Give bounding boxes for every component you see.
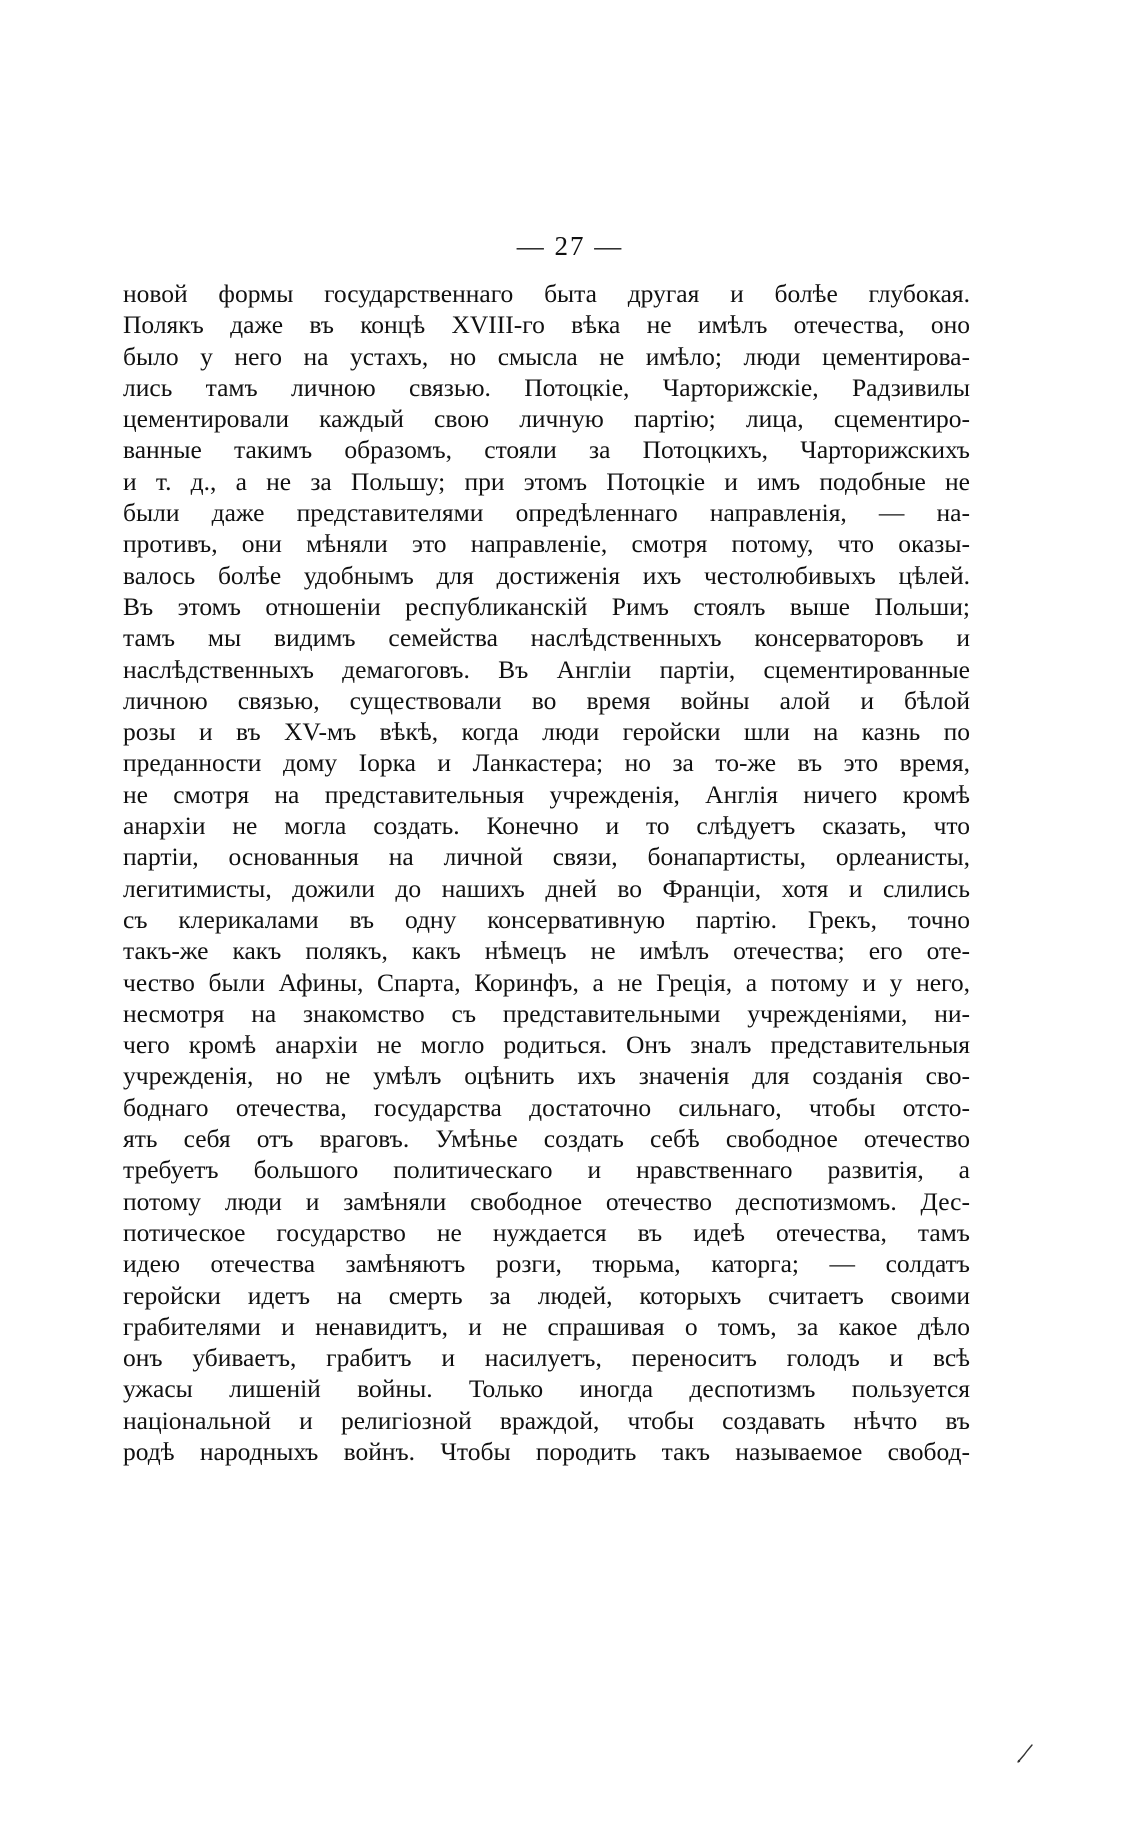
text-line: партіи, основанныя на личной связи, бонапартисты, орлеанисты, [123, 842, 970, 872]
text-line: ванные такимъ образомъ, стояли за Потоцкихъ, Чарторижскихъ [123, 435, 970, 465]
text-line: такъ-же какъ полякъ, какъ нѣмецъ не имѣлъ отечества; его оте- [123, 936, 970, 966]
text-line: ужасы лишеній войны. Только иногда деспотизмъ пользуется [123, 1374, 970, 1404]
text-line: и т. д., а не за Польшу; при этомъ Потоцкіе и имъ подобные не [123, 466, 970, 496]
text-line: новой формы государственнаго быта другая и болѣе глубокая. [123, 279, 970, 308]
ink-mark [1016, 1742, 1034, 1764]
text-line: наслѣдственныхъ демагоговъ. Въ Англіи партіи, сцементированные [123, 654, 970, 684]
text-line: идею отечества замѣняютъ розги, тюрьма, каторга; — солдатъ [123, 1249, 970, 1279]
text-line: боднаго отечества, государства достаточно сильнаго, чтобы отсто- [123, 1092, 970, 1122]
text-line: преданности дому Іорка и Ланкастера; но за то-же въ это время, [123, 748, 970, 778]
text-line: личною связью, существовали во время войны алой и бѣлой [123, 685, 970, 715]
body-text [123, 278, 970, 1467]
text-line: потическое государство не нуждается въ идеѣ отечества, тамъ [123, 1217, 970, 1247]
text-line: учрежденія, но не умѣлъ оцѣнить ихъ значенія для созданія сво- [123, 1061, 970, 1091]
text-line: потому люди и замѣняли свободное отечество деспотизмомъ. Дес- [123, 1186, 970, 1216]
text-line: геройски идетъ на смерть за людей, которыхъ считаетъ своими [123, 1280, 970, 1310]
text-line: требуетъ большого политическаго и нравственнаго развитія, а [123, 1155, 970, 1185]
text-line: цементировали каждый свою личную партію; лица, сцементиро- [123, 404, 970, 434]
text-line: легитимисты, дожили до нашихъ дней во Франціи, хотя и слились [123, 873, 970, 903]
text-line: не смотря на представительныя учрежденія, Англія ничего кромѣ [123, 779, 970, 809]
text-line: были даже представителями опредѣленнаго направленія, — на- [123, 498, 970, 528]
text-line: Полякъ даже въ концѣ XVIII-го вѣка не имѣлъ отечества, оно [123, 310, 970, 340]
text-line: несмотря на знакомство съ представительными учрежденіями, ни- [123, 998, 970, 1028]
text-line: грабителями и ненавидитъ, и не спрашивая о томъ, за какое дѣло [123, 1311, 970, 1341]
text-line: тамъ мы видимъ семейства наслѣдственныхъ консерваторовъ и [123, 623, 970, 653]
page-number-header: — 27 — [516, 231, 624, 261]
text-line: розы и въ XV-мъ вѣкѣ, когда люди геройски шли на казнь по [123, 717, 970, 747]
text-line: было у него на устахъ, но смысла не имѣло; люди цементирова- [123, 341, 970, 371]
text-line: Въ этомъ отношеніи республиканскій Римъ стоялъ выше Польши; [123, 591, 970, 621]
text-line: лись тамъ личною связью. Потоцкіе, Чарторижскіе, Радзивилы [123, 372, 970, 402]
text-line: ять себя отъ враговъ. Умѣнье создать себѣ свободное отечество [123, 1124, 970, 1154]
text-line: противъ, они мѣняли это направленіе, смотря потому, что оказы- [123, 529, 970, 559]
text-line: валось болѣе удобнымъ для достиженія ихъ честолюбивыхъ цѣлей. [123, 560, 970, 590]
text-line: анархіи не могла создать. Конечно и то слѣдуетъ сказать, что [123, 811, 970, 841]
text-line: чего кромѣ анархіи не могло родиться. Онъ зналъ представительныя [123, 1030, 970, 1060]
text-line: онъ убиваетъ, грабитъ и насилуетъ, переноситъ голодъ и всѣ [123, 1343, 970, 1373]
text-line: національной и религіозной враждой, чтобы создавать нѣчто въ [123, 1405, 970, 1435]
text-line: съ клерикалами въ одну консервативную партію. Грекъ, точно [123, 904, 970, 934]
text-line: чество были Афины, Спарта, Коринфъ, а не Греція, а потому и у него, [123, 967, 970, 997]
text-line: родѣ народныхъ войнъ. Чтобы породить такъ называемое свобод- [123, 1436, 970, 1466]
